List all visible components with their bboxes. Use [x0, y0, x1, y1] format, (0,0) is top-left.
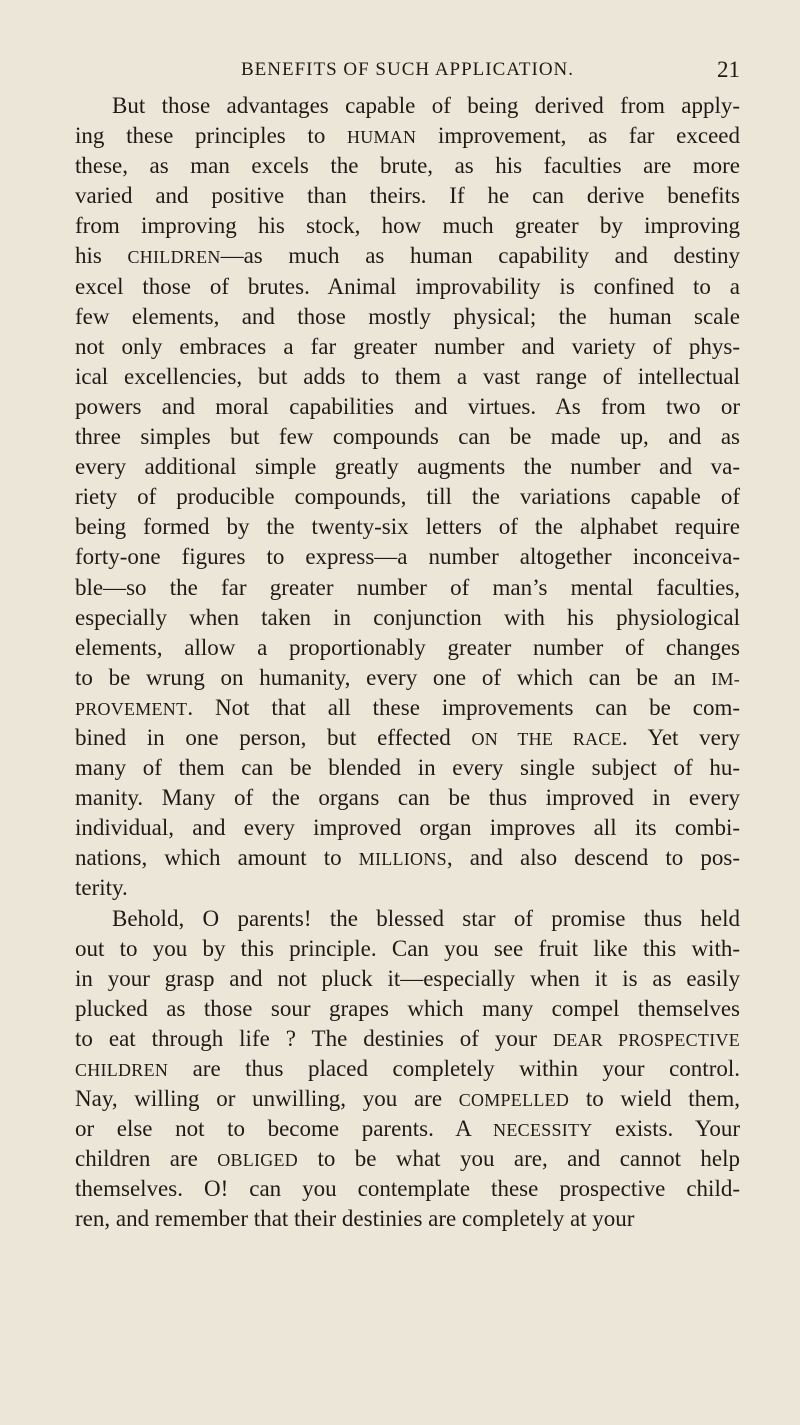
text-line	[75, 452, 740, 482]
text-line	[75, 1114, 740, 1144]
text-line	[75, 1204, 740, 1234]
text-run: from improving his stock, how much greater by improving	[75, 213, 740, 239]
text-run: manity. Many of the organs can be thus improved in every	[75, 785, 740, 811]
text-run: every additional simple greatly augments the number and va-	[75, 454, 740, 480]
text-line	[75, 873, 740, 903]
text-line	[75, 542, 740, 572]
text-run: . Not that all these improvements can be com-	[187, 694, 740, 720]
text-line	[75, 663, 740, 693]
text-line	[75, 603, 740, 633]
text-run: ren, and remember that their destinies are completely at your	[75, 1206, 635, 1232]
text-line	[75, 1144, 740, 1174]
text-run: bined in one person, but effected	[75, 724, 472, 750]
text-run: . Yet very	[621, 724, 740, 750]
text-line	[75, 1174, 740, 1204]
text-run: to be wrung on humanity, every one of which can be an	[75, 664, 712, 690]
text-run: in your grasp and not pluck it—especially when it is as easily	[75, 965, 740, 991]
text-run: ing these principles to	[75, 123, 348, 149]
small-caps-run: IM-	[711, 668, 740, 689]
text-run: riety of producible compounds, till the variations capable of	[75, 484, 740, 510]
text-run: powers and moral capabilities and virtues. As from two or	[75, 393, 740, 419]
text-line	[75, 994, 740, 1024]
running-head: BENEFITS OF SUCH APPLICATION.	[240, 59, 575, 80]
text-line	[75, 904, 740, 934]
text-line	[75, 813, 740, 843]
text-line	[75, 512, 740, 542]
text-line	[75, 1054, 740, 1084]
text-line	[75, 633, 740, 663]
text-run: to wield them,	[569, 1086, 740, 1112]
text-run: plucked as those sour grapes which many compel themselves	[75, 995, 740, 1021]
text-line	[75, 91, 740, 121]
text-line	[75, 964, 740, 994]
text-run: themselves. O! can you contemplate these prospective child-	[75, 1176, 740, 1202]
small-caps-run: NECESSITY	[493, 1120, 593, 1141]
small-caps-run: ON THE RACE	[471, 728, 622, 749]
text-run: children are	[75, 1146, 218, 1172]
text-line	[75, 753, 740, 783]
text-line	[75, 723, 740, 753]
text-run: being formed by the twenty-six letters of the alphabet require	[75, 514, 740, 540]
body-text	[75, 91, 740, 1235]
text-run: ical excellencies, but adds to them a vast range of intellectual	[75, 363, 740, 389]
text-run: —as much as human capability and destiny	[220, 243, 740, 269]
text-line	[75, 302, 740, 332]
text-run: many of them can be blended in every single subject of hu-	[75, 755, 740, 781]
text-run: few elements, and those mostly physical; the human scale	[75, 303, 740, 329]
text-line	[75, 934, 740, 964]
text-run: to be what you are, and cannot help	[298, 1146, 740, 1172]
text-run: , and also descend to pos-	[446, 845, 741, 871]
text-line	[75, 332, 740, 362]
text-line	[75, 362, 740, 392]
text-run: individual, and every improved organ improves all its combi-	[75, 815, 740, 841]
text-run: out to you by this principle. Can you see fruit like this with-	[75, 935, 740, 961]
text-line	[75, 121, 740, 151]
small-caps-run: HUMAN	[347, 127, 417, 148]
text-line	[75, 241, 740, 271]
text-run: especially when taken in conjunction with his physiological	[75, 604, 740, 630]
page-number: 21	[717, 57, 740, 82]
text-run: varied and positive than theirs. If he can derive benefits	[75, 183, 740, 209]
text-run: But those advantages capable of being derived from apply-	[112, 93, 740, 118]
text-line	[75, 482, 740, 512]
small-caps-run: OBLIGED	[217, 1150, 299, 1171]
small-caps-run: CHILDREN	[75, 1060, 169, 1080]
text-line	[75, 272, 740, 302]
text-line	[75, 783, 740, 813]
text-run: elements, allow a proportionably greater number of changes	[75, 634, 740, 660]
text-run: not only embraces a far greater number and variety of phys-	[75, 333, 740, 359]
text-line	[75, 573, 740, 603]
text-run: nations, which amount to	[75, 845, 359, 871]
text-run: three simples but few compounds can be made up, and as	[75, 424, 740, 450]
text-run: Behold, O parents! the blessed star of promise thus held	[112, 905, 740, 931]
text-run: are thus placed completely within your control.	[168, 1056, 740, 1081]
text-run: terity.	[75, 875, 128, 901]
small-caps-run: MILLIONS	[358, 849, 447, 870]
small-caps-run: PROVEMENT	[75, 698, 188, 719]
text-line	[75, 181, 740, 211]
small-caps-run: COMPELLED	[458, 1090, 570, 1111]
text-run: improvement, as far exceed	[416, 123, 740, 149]
text-run: his	[75, 243, 128, 269]
small-caps-run: CHILDREN	[127, 247, 221, 268]
text-run: ble—so the far greater number of man’s mental faculties,	[75, 574, 740, 600]
text-line	[75, 392, 740, 422]
text-run: to eat through life ? The destinies of your	[75, 1025, 554, 1051]
text-line	[75, 211, 740, 241]
text-line	[75, 422, 740, 452]
text-run: these, as man excels the brute, as his faculties are more	[75, 153, 740, 179]
text-run: Nay, willing or unwilling, you are	[75, 1086, 459, 1112]
text-run: forty-one figures to express—a number altogether inconceiva-	[75, 544, 740, 570]
text-line	[75, 843, 740, 873]
text-line	[75, 1024, 740, 1054]
text-run: exists. Your	[592, 1116, 741, 1142]
small-caps-run: DEAR PROSPECTIVE	[553, 1029, 740, 1050]
text-run: or else not to become parents. A	[75, 1116, 494, 1142]
text-line	[75, 1084, 740, 1114]
text-run: excel those of brutes. Animal improvability is confined to a	[75, 273, 740, 299]
text-line	[75, 693, 740, 723]
page-header	[75, 58, 740, 82]
text-line	[75, 151, 740, 181]
